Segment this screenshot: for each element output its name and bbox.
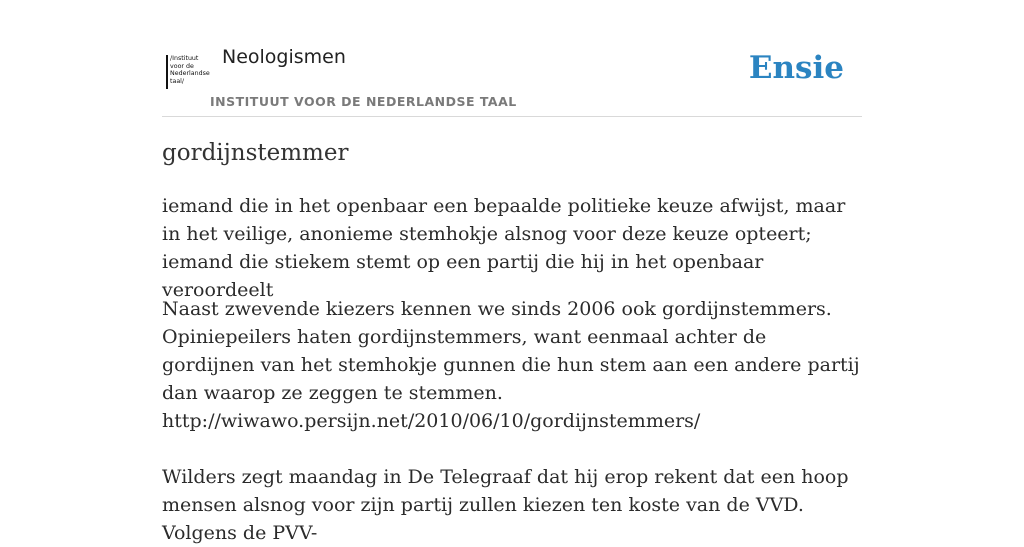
site-header [162,0,862,117]
spacer [162,435,862,463]
entry-definition: iemand die in het openbaar een bepaalde politieke keuze afwijst, maar in het veilige, anonieme stemhokje alsnog voor deze keuze opteert; iemand die stiekem stemt op een partij die hij in het openbaar veroordeelt [162,195,846,301]
logo-line: Nederlandse [170,70,210,78]
example-text: Wilders zegt maandag in De Telegraaf dat hij erop rekent dat een hoop mensen alsnog voor zijn partij zullen kiezen ten koste van de VVD. Volgens de PVV- [162,466,849,544]
entry-word: gordijnstemmer [162,140,349,166]
ensie-logo[interactable]: Ensie [748,50,844,86]
example-source: http://wiwawo.persijn.net/2010/06/10/gordijnstemmers/ [162,410,701,432]
logo-line: taal/ [170,77,185,85]
site-subtitle: INSTITUUT VOOR DE NEDERLANDSE TAAL [210,94,517,109]
example-text: Naast zwevende kiezers kennen we sinds 2006 ook gordijnstemmers. Opiniepeilers haten gordijnstemmers, want eenmaal achter de gordijnen van het stemhokje gunnen die hun stem aan een andere partij dan waarop ze zeggen te stemmen. [162,298,860,404]
entry-examples [162,295,862,547]
logo-line: voor de [170,62,194,70]
entry-page [162,0,862,544]
ivdnt-logo[interactable] [166,55,208,89]
logo-line: /Instituut [170,55,199,62]
site-title[interactable]: Neologismen [222,46,346,68]
